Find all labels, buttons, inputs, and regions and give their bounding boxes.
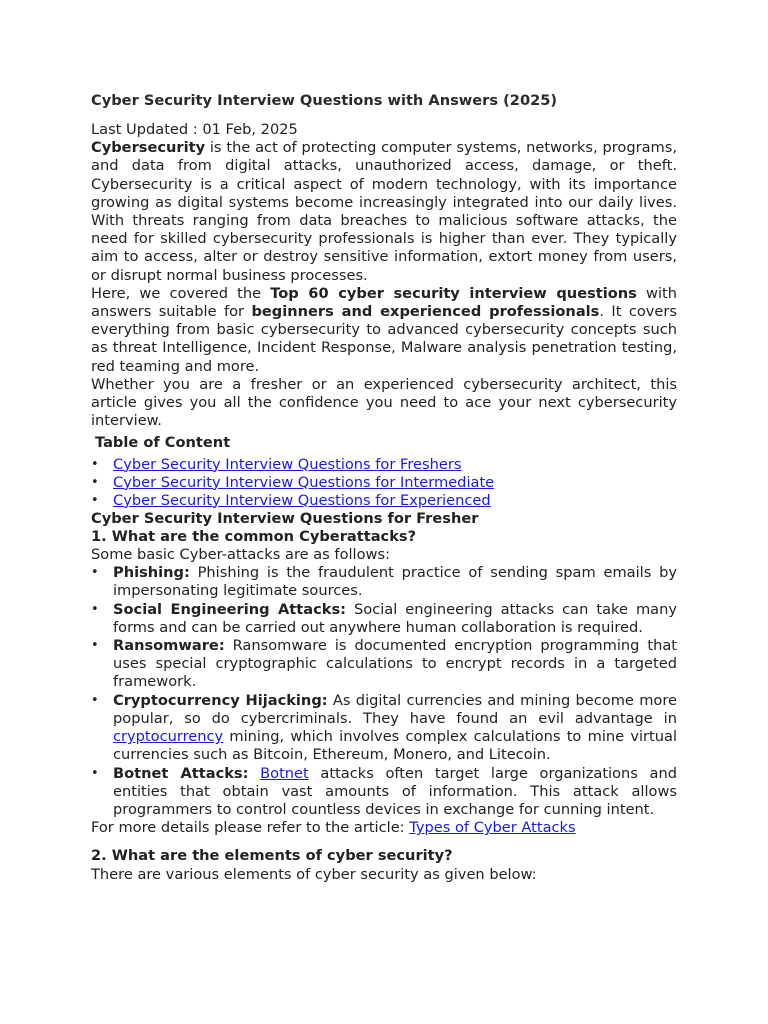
desc-ransomware: Ransomware is documented encryption programming that uses special cryptographic calculations to encrypt records in a targeted framework. bbox=[113, 637, 677, 691]
desc-phishing: Phishing is the fraudulent practice of sending spam emails by impersonating legitimate sources. bbox=[113, 564, 677, 600]
question-1-intro: Some basic Cyber-attacks are as follows: bbox=[91, 546, 390, 564]
intro-lead-term: Cybersecurity bbox=[91, 139, 206, 157]
term-cryptocurrency-hijacking: Cryptocurrency Hijacking: bbox=[113, 691, 328, 709]
list-item-phishing bbox=[113, 564, 677, 600]
coverage-bold-top60: Top 60 cyber security interview questions bbox=[270, 284, 637, 302]
audience-paragraph: Whether you are a fresher or an experienced cybersecurity architect, this article gives you all the confidence you need to ace your next cybersecurity interview. bbox=[91, 375, 677, 430]
intro-paragraph bbox=[91, 139, 677, 285]
coverage-bold-audience: beginners and experienced professionals bbox=[251, 303, 600, 321]
toc-link-intermediate[interactable]: Cyber Security Interview Questions for Intermediate bbox=[113, 473, 495, 491]
toc-link-experienced[interactable]: Cyber Security Interview Questions for Experienced bbox=[113, 491, 491, 509]
list-item-ransomware bbox=[113, 637, 677, 692]
toc-item-intermediate bbox=[113, 474, 677, 492]
toc-item-experienced bbox=[113, 492, 677, 510]
list-item-cryptocurrency-hijacking bbox=[113, 692, 677, 765]
term-ransomware: Ransomware: bbox=[113, 637, 225, 655]
list-item-botnet bbox=[113, 765, 677, 820]
list-item-social-engineering bbox=[113, 601, 677, 637]
article-title: Cyber Security Interview Questions with Answers (2025) bbox=[91, 92, 558, 109]
types-of-cyber-attacks-link[interactable]: Types of Cyber Attacks bbox=[409, 819, 576, 837]
question-1-heading: 1. What are the common Cyberattacks? bbox=[91, 527, 417, 545]
desc-botnet: attacks often target large organizations and entities that obtain vast amounts of information. This attack allows programmers to control countless devices in exchange for cunning intent. bbox=[113, 764, 677, 818]
coverage-text-start: Here, we covered the bbox=[91, 284, 271, 302]
toc-link-freshers[interactable]: Cyber Security Interview Questions for Freshers bbox=[113, 455, 462, 473]
desc-cryptocurrency-before: As digital currencies and mining become more popular, so do cybercriminals. They have found an evil advantage in bbox=[113, 691, 678, 727]
toc-item-freshers bbox=[113, 456, 677, 474]
article-body bbox=[91, 92, 677, 884]
section-heading-fresher: Cyber Security Interview Questions for Fresher bbox=[91, 509, 479, 527]
cryptocurrency-link[interactable]: cryptocurrency bbox=[113, 728, 224, 746]
refer-line bbox=[91, 819, 677, 837]
coverage-text-end: . It covers everything from basic cybersecurity to advanced cybersecurity concepts such as threat Intelligence, Incident Response, Malware analysis penetration testing, red teaming and more. bbox=[91, 303, 677, 375]
desc-social-engineering: Social engineering attacks can take many forms and can be carried out anywhere human collaboration is required. bbox=[113, 600, 677, 636]
intro-lead-text: is the act of protecting computer systems, networks, programs, and data from digital attacks, unauthorized access, damage, or theft. Cybersecurity is a critical aspect of modern technology, with its importance growing as digital systems become increasingly integrated into our daily lives. With threats ranging from data breaches to malicious software attacks, the need for skilled cybersecurity professionals is higher than ever. They typically aim to access, alter or destroy sensitive information, extort money from users, or disrupt normal business processes. bbox=[91, 139, 677, 284]
refer-text: For more details please refer to the article: bbox=[91, 819, 410, 837]
term-botnet: Botnet Attacks: bbox=[113, 764, 249, 782]
last-updated: Last Updated : 01 Feb, 2025 bbox=[91, 121, 298, 138]
toc-heading: Table of Content bbox=[95, 434, 231, 452]
desc-cryptocurrency-after: mining, which involves complex calculations to mine virtual currencies such as Bitcoin, Ethereum, Monero, and Litecoin. bbox=[113, 728, 677, 764]
question-2-intro: There are various elements of cyber security as given below: bbox=[91, 865, 537, 883]
coverage-text-mid: with answers suitable for bbox=[91, 284, 677, 321]
botnet-link[interactable]: Botnet bbox=[260, 764, 309, 782]
term-phishing: Phishing: bbox=[113, 564, 190, 582]
term-social-engineering: Social Engineering Attacks: bbox=[113, 600, 346, 618]
coverage-paragraph bbox=[91, 285, 677, 376]
table-of-contents bbox=[91, 456, 677, 510]
question-2-heading: 2. What are the elements of cyber security? bbox=[91, 847, 453, 865]
cyberattack-list bbox=[91, 564, 677, 819]
